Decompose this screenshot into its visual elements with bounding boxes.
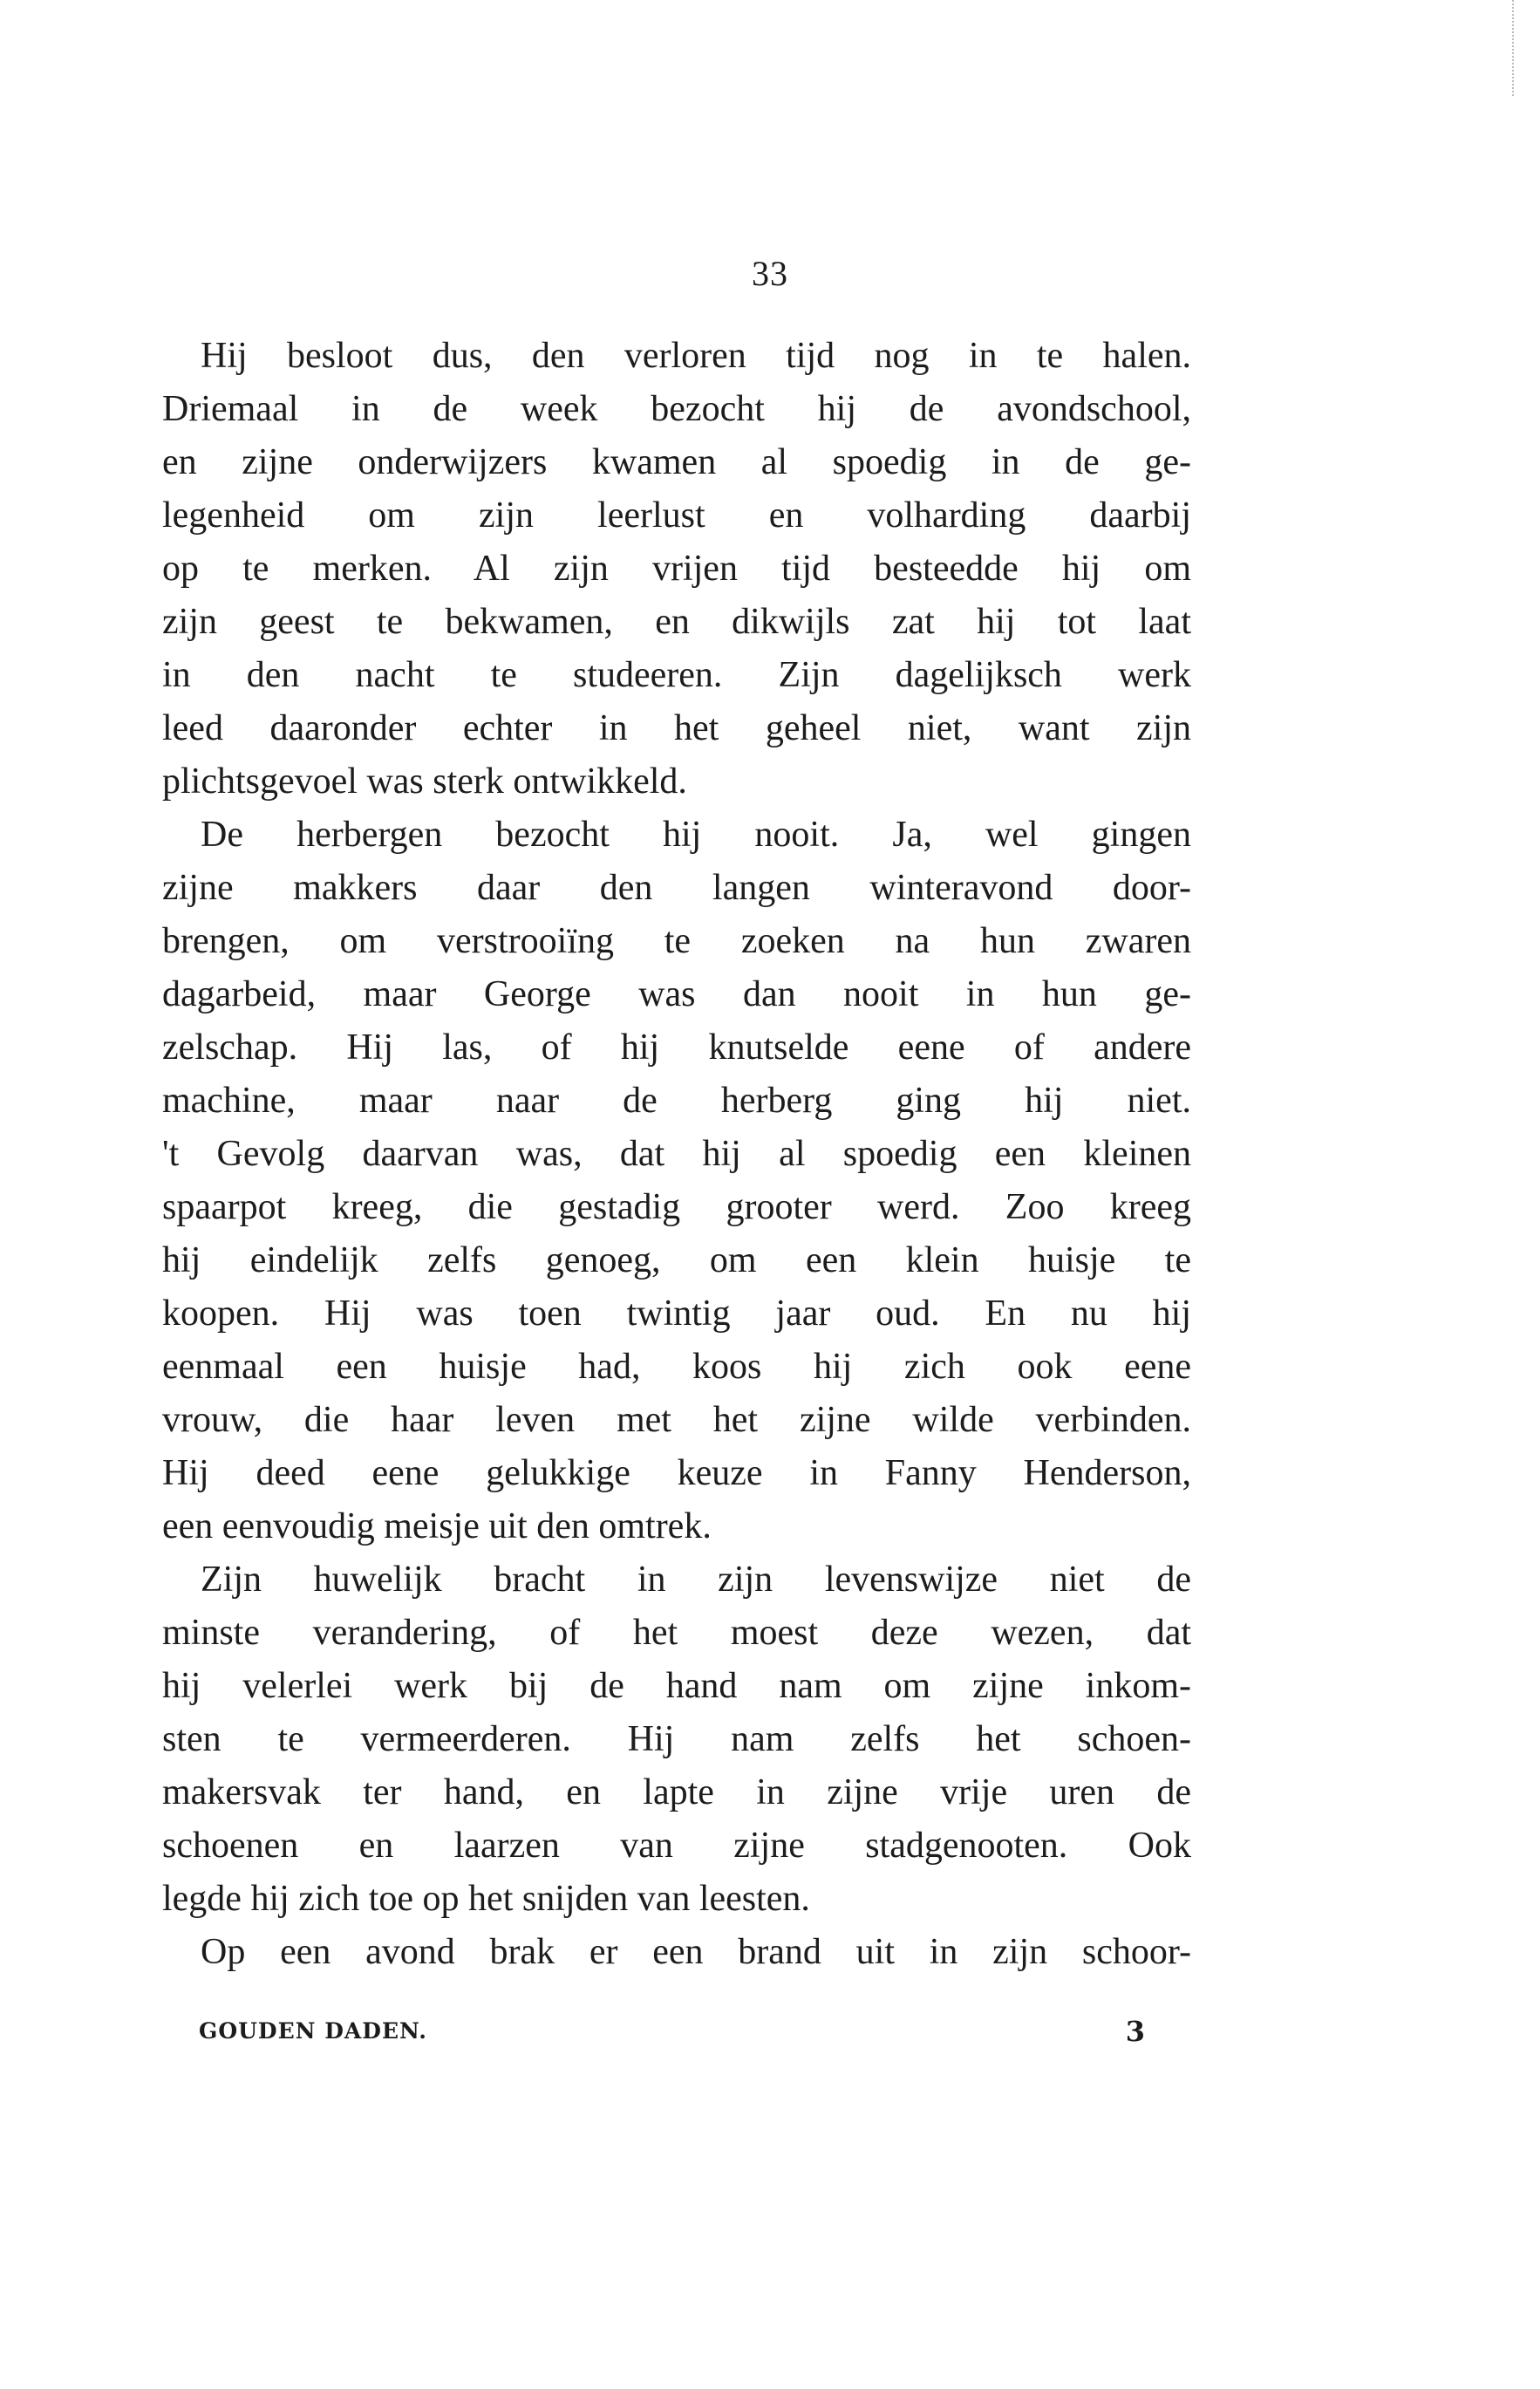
text-line: Zijn huwelijk bracht in zijn levenswijze niet de — [201, 1560, 1191, 1600]
text-line: koopen. Hij was toen twintig jaar oud. En nu hij — [162, 1293, 1191, 1334]
text-line: Hij besloot dus, den verloren tijd nog in te halen. — [201, 336, 1191, 376]
paragraph-1 — [162, 330, 1191, 809]
text-line: Driemaal in de week bezocht hij de avondschool, — [162, 389, 1191, 429]
text-line: en zijne onderwijzers kwamen al spoedig in de ge- — [162, 442, 1191, 482]
text-line: Op een avond brak er een brand uit in zijn schoor- — [201, 1932, 1191, 1972]
text-line: eenmaal een huisje had, koos hij zich ook eene — [162, 1347, 1191, 1387]
text-line: legde hij zich toe op het snijden van leesten. — [162, 1879, 810, 1919]
text-line: Hij deed eene gelukkige keuze in Fanny Henderson, — [162, 1453, 1191, 1493]
scan-edge-marks — [1510, 0, 1514, 96]
text-line: schoenen en laarzen van zijne stadgenooten. Ook — [162, 1826, 1191, 1866]
text-line: spaarpot kreeg, die gestadig grooter werd. Zoo kreeg — [162, 1187, 1191, 1227]
text-line: zijn geest te bekwamen, en dikwijls zat hij tot laat — [162, 602, 1191, 642]
running-title: GOUDEN DADEN. — [199, 2018, 427, 2044]
paragraph-4 — [162, 1926, 1191, 1979]
text-line: hij velerlei werk bij de hand nam om zijne inkom- — [162, 1666, 1191, 1706]
text-line: hij eindelijk zelfs genoeg, om een klein huisje te — [162, 1240, 1191, 1280]
text-line: De herbergen bezocht hij nooit. Ja, wel gingen — [201, 815, 1191, 855]
text-line: een eenvoudig meisje uit den omtrek. — [162, 1506, 712, 1546]
text-line: 't Gevolg daarvan was, dat hij al spoedig een kleinen — [162, 1134, 1191, 1174]
text-line: in den nacht te studeeren. Zijn dagelijksch werk — [162, 655, 1191, 695]
text-line: zijne makkers daar den langen winteravond door- — [162, 868, 1191, 908]
body-text — [162, 330, 1191, 1979]
paragraph-3 — [162, 1553, 1191, 1926]
page-number: 33 — [752, 254, 788, 293]
text-line: plichtsgevoel was sterk ontwikkeld. — [162, 761, 687, 802]
paragraph-2 — [162, 809, 1191, 1553]
text-line: zelschap. Hij las, of hij knutselde eene of andere — [162, 1027, 1191, 1068]
signature-mark: 3 — [1125, 2015, 1145, 2048]
text-line: brengen, om verstrooiïng te zoeken na hun zwaren — [162, 921, 1191, 961]
text-line: legenheid om zijn leerlust en volharding daarbij — [162, 495, 1191, 536]
page-footer — [199, 2013, 1145, 2048]
text-line: machine, maar naar de herberg ging hij niet. — [162, 1081, 1191, 1121]
text-line: makersvak ter hand, en lapte in zijne vrije uren de — [162, 1772, 1191, 1812]
text-line: dagarbeid, maar George was dan nooit in hun ge- — [162, 974, 1191, 1014]
text-line: leed daaronder echter in het geheel niet, want zijn — [162, 708, 1191, 748]
text-line: minste verandering, of het moest deze wezen, dat — [162, 1613, 1191, 1653]
text-line: op te merken. Al zijn vrijen tijd besteedde hij om — [162, 549, 1191, 589]
text-line: sten te vermeerderen. Hij nam zelfs het schoen- — [162, 1719, 1191, 1759]
text-line: vrouw, die haar leven met het zijne wilde verbinden. — [162, 1400, 1191, 1440]
